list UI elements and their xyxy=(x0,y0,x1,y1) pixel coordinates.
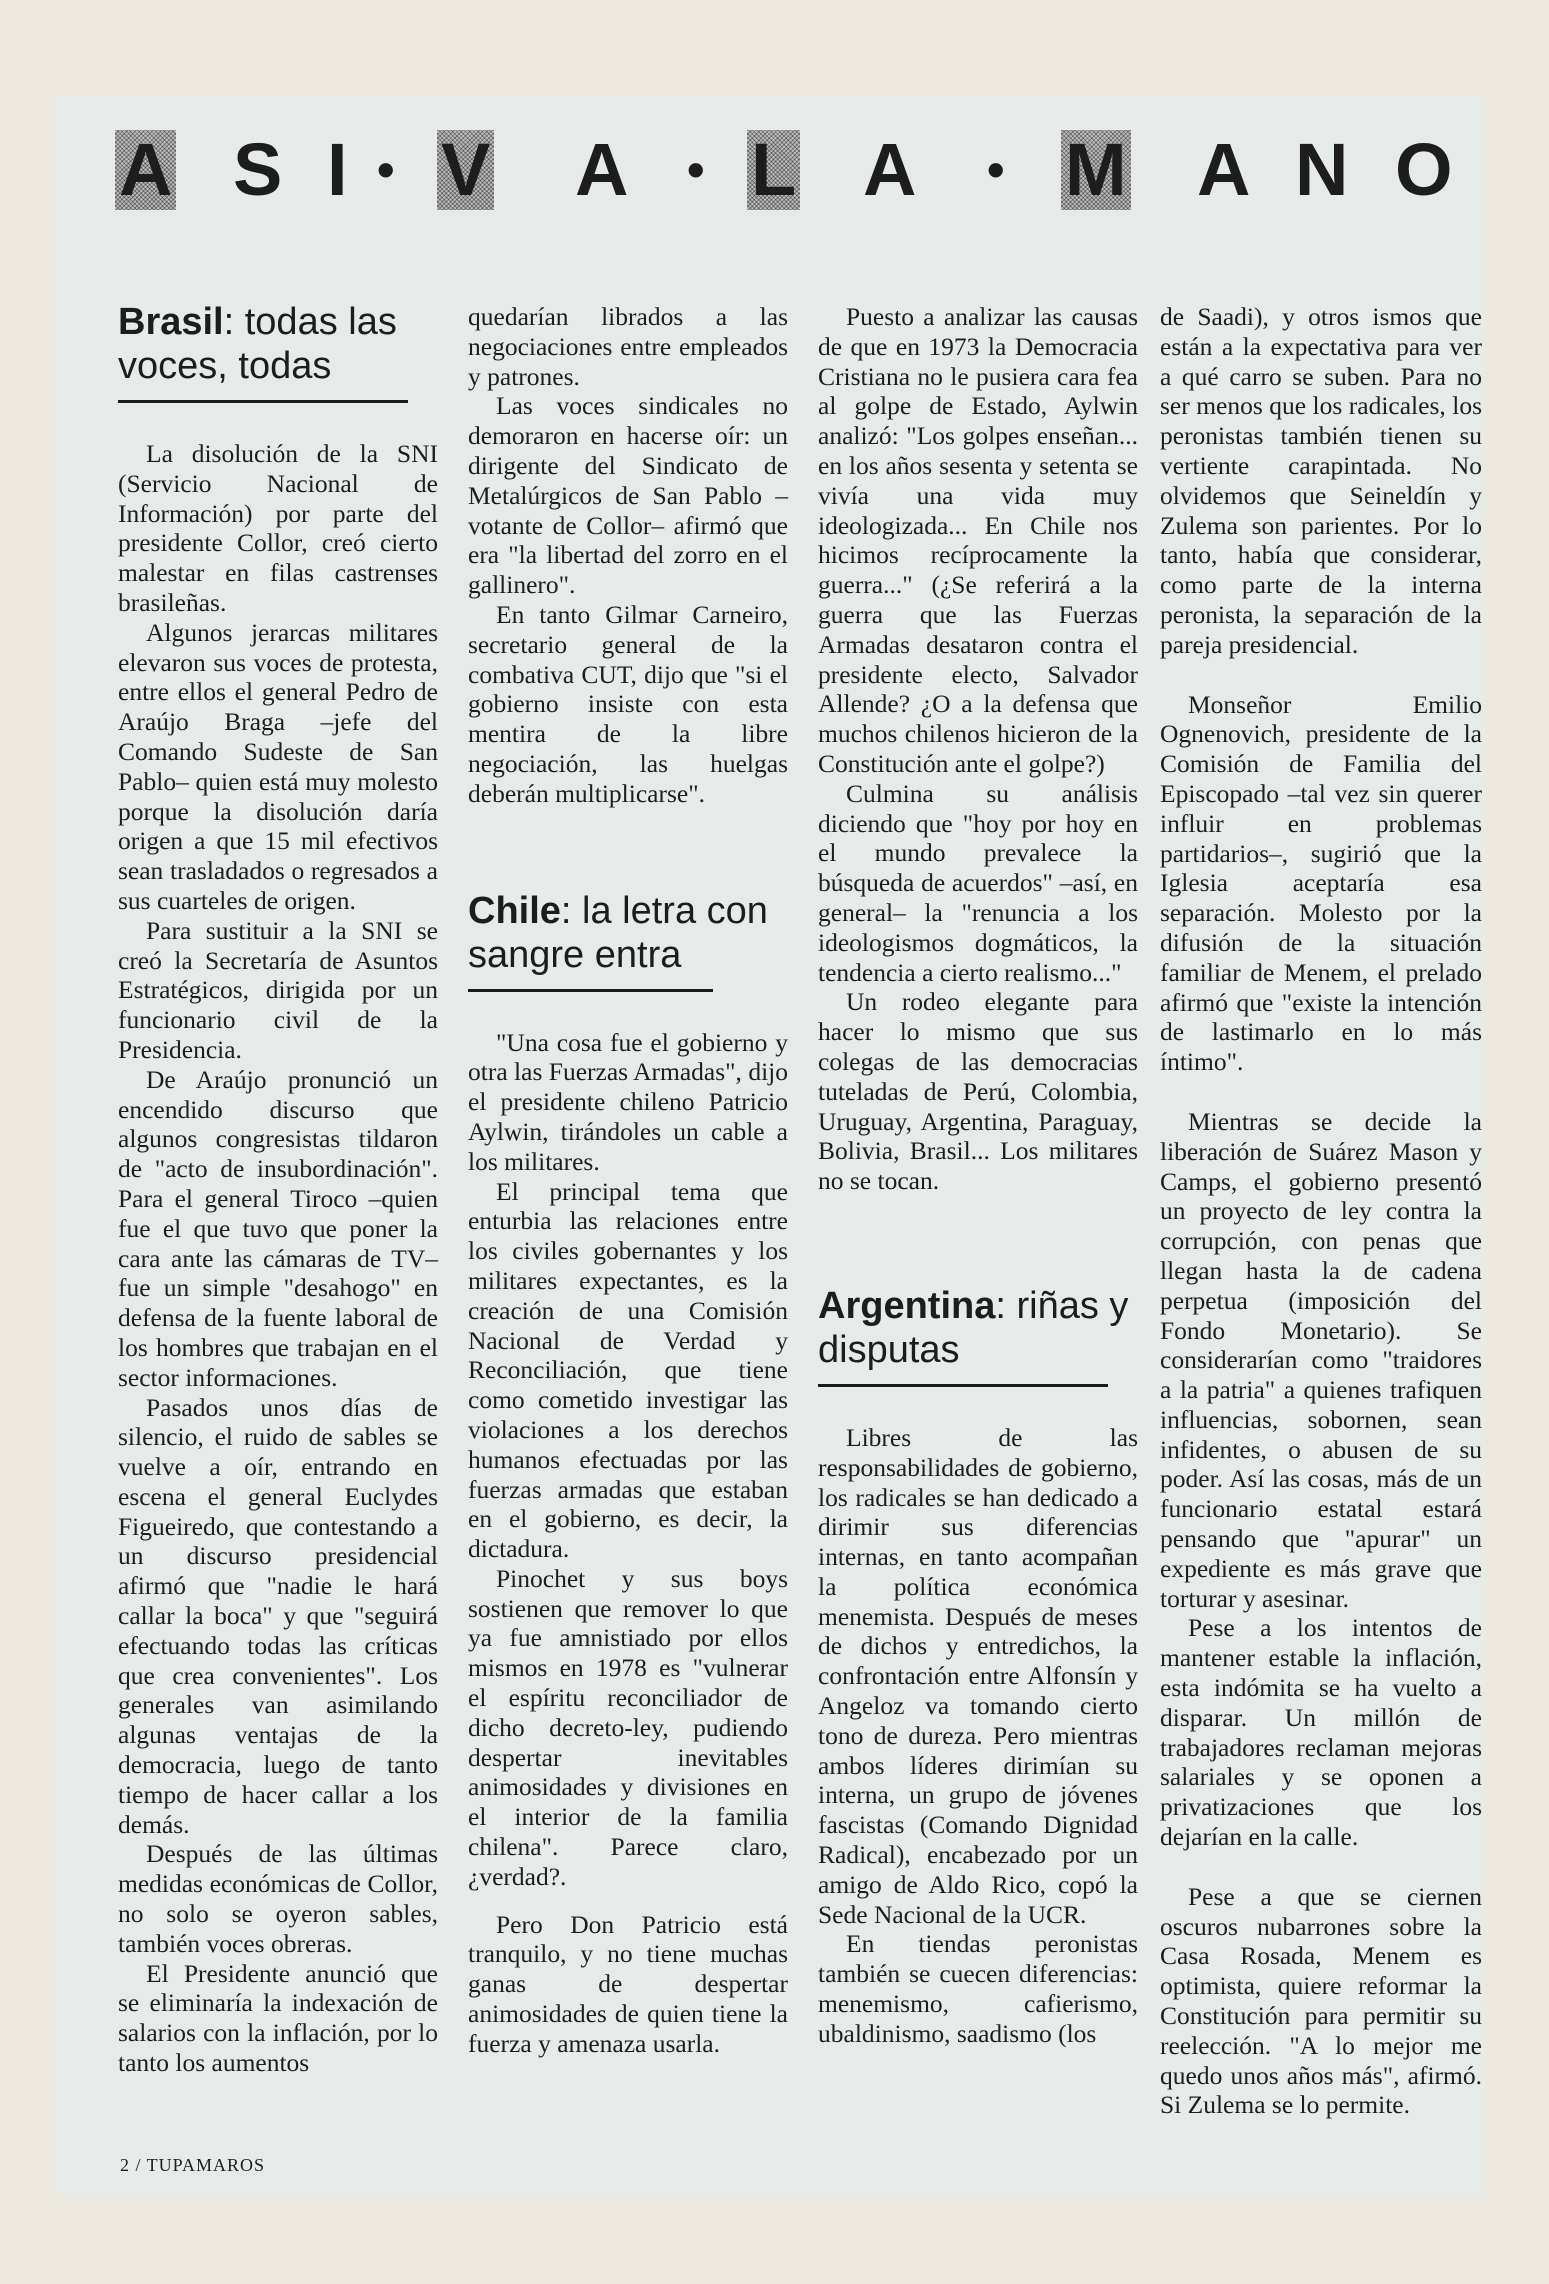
section-title-chile xyxy=(468,889,788,977)
paragraph: El principal tema que enturbia las relaciones entre los civiles gobernantes y los militares expectantes, es la creación de una Comisión Nacional de Verdad y Reconciliación, que tiene como cometido investigar las violaciones a los derechos humanos efectuadas por las fuerzas armadas que estaban en el gobierno, es decir, la dictadura. xyxy=(468,1176,788,1564)
column-2 xyxy=(468,302,788,2059)
column-1 xyxy=(118,300,438,2078)
paragraph: Culmina su análisis diciendo que "hoy por hoy en el mundo prevalece la búsqueda de acuerdos" –así, en general– la "renuncia a los ideologismos dogmáticos, la tendencia a cierto realismo..." xyxy=(818,778,1138,987)
masthead-letter: A xyxy=(575,128,629,211)
paragraph: Pero Don Patricio está tranquilo, y no tiene muchas ganas de despertar animosidades de quien tiene la fuerza y amenaza usarla. xyxy=(468,1909,788,2058)
paragraph: En tiendas peronistas también se cuecen diferencias: menemismo, cafierismo, ubaldinismo, saadismo (los xyxy=(818,1929,1138,2048)
title-underline xyxy=(818,1384,1108,1387)
column-3 xyxy=(818,302,1138,2049)
spacer xyxy=(1160,660,1482,690)
masthead-letter: M xyxy=(1061,130,1131,210)
masthead-dot: • xyxy=(377,142,395,198)
masthead-letter: N xyxy=(1295,128,1349,211)
masthead-dot: • xyxy=(987,142,1005,198)
masthead-letter: S xyxy=(233,128,283,211)
paragraph: Pinochet y sus boys sostienen que remover lo que ya fue amnistiado por ellos mismos en 1978 es "vulnerar el espíritu reconciliador de dicho decreto-ley, pudiendo despertar inevitables animosidades y divisiones en el interior de la familia chilena". Parece claro, ¿verdad?. xyxy=(468,1563,788,1891)
paragraph: Puesto a analizar las causas de que en 1973 la Democracia Cristiana no le pusiera cara fea al golpe de Estado, Aylwin analizó: "Los golpes enseñan... en los años sesenta y setenta se vivía una vida muy ideologizada... En Chile nos hicimos recíprocamente la guerra..." (¿Se referirá a la guerra que las Fuerzas Armadas desataron contra el presidente electo, Salvador Allende? ¿O a la defensa que muchos chilenos hicieron de la Constitución ante el golpe?) xyxy=(818,302,1138,778)
masthead-letter: A xyxy=(115,130,176,210)
paragraph: Pasados unos días de silencio, el ruido de sables se vuelve a oír, entrando en escena el general Euclydes Figueiredo, que contestando a un discurso presidencial afirmó que "nadie le hará callar la boca" y que "seguirá efectuando todas las críticas que crea convenientes". Los generales van asimilando algunas ventajas de la democracia, luego de tanto tiempo de hacer callar a los demás. xyxy=(118,1392,438,1839)
spacer xyxy=(468,809,788,889)
masthead-letter: A xyxy=(1197,128,1251,211)
masthead-letter: I xyxy=(327,128,348,211)
paragraph: Mientras se decide la liberación de Suárez Mason y Camps, el gobierno presentó un proyecto de ley contra la corrupción, con penas que llegan hasta la de cadena perpetua (imposición del Fondo Monetario). Se considerarían como "traidores a la patria" a quienes trafiquen influencias, sobornen, sean infidentes, o abusen de su poder. Así las cosas, más de un funcionario estatal estará pensando que "apurar" un expediente es más grave que torturar y asesinar. xyxy=(1160,1106,1482,1613)
spacer xyxy=(1160,1077,1482,1107)
masthead-letter: O xyxy=(1395,128,1453,211)
spacer xyxy=(1160,1852,1482,1882)
title-bold: Chile xyxy=(468,889,561,932)
spacer xyxy=(818,1196,1138,1284)
title-rest: : la letra con sangre entra xyxy=(468,889,768,976)
paragraph: quedarían librados a las negociaciones entre empleados y patrones. xyxy=(468,302,788,391)
section-title-argentina xyxy=(818,1284,1138,1372)
masthead-letter: L xyxy=(747,130,800,210)
masthead-dot: • xyxy=(687,142,705,198)
column-4 xyxy=(1160,302,1482,2120)
spacer xyxy=(468,1892,788,1910)
paragraph: El Presidente anunció que se eliminaría la indexación de salarios con la inflación, por lo tanto los aumentos xyxy=(118,1958,438,2078)
title-underline xyxy=(468,989,713,992)
paragraph: Libres de las responsabilidades de gobierno, los radicales se han dedicado a dirimir sus diferencias internas, en tanto acompañan la política económica menemista. Después de meses de dichos y entredichos, la confrontación entre Alfonsín y Angeloz va tomando cierto tono de dureza. Pero mientras ambos líderes dirimían su interna, un grupo de jóvenes fascistas (Comando Dignidad Radical), encabezado por un amigo de Aldo Rico, copó la Sede Nacional de la UCR. xyxy=(818,1422,1138,1929)
masthead xyxy=(115,130,1485,210)
section-title-brasil xyxy=(118,300,438,388)
paragraph: Un rodeo elegante para hacer lo mismo que sus colegas de las democracias tuteladas de Perú, Colombia, Uruguay, Argentina, Paraguay, Bolivia, Brasil... Los militares no se tocan. xyxy=(818,987,1138,1196)
paragraph: De Araújo pronunció un encendido discurso que algunos congresistas tildaron de "acto de insubordinación". Para el general Tiroco –quien fue el que tuvo que poner la cara ante las cámaras de TV– fue un simple "desahogo" en defensa de la fuente laboral de los hombres que trabajan en el sector informaciones. xyxy=(118,1064,438,1392)
paragraph: En tanto Gilmar Carneiro, secretario general de la combativa CUT, dijo que "si el gobierno insiste con esta mentira de la libre negociación, las huelgas deberán multiplicarse". xyxy=(468,599,788,808)
title-bold: Brasil xyxy=(118,301,224,343)
paragraph: Pese a que se ciernen oscuros nubarrones sobre la Casa Rosada, Menem es optimista, quiere reformar la Constitución para permitir su reelección. "A lo mejor me quedo unos años más", afirmó. Si Zulema se lo permite. xyxy=(1160,1881,1482,2120)
paragraph: Para sustituir a la SNI se creó la Secretaría de Asuntos Estratégicos, dirigida por un funcionario civil de la Presidencia. xyxy=(118,915,438,1064)
paragraph: de Saadi), y otros ismos que están a la expectativa para ver a qué carro se suben. Para no ser menos que los radicales, los peronistas también tienen su vertiente carapintada. No olvidemos que Seineldín y Zulema son parientes. Por lo tanto, había que considerar, como parte de la interna peronista, la separación de la pareja presidencial. xyxy=(1160,302,1482,659)
paragraph: La disolución de la SNI (Servicio Nacional de Información) por parte del presidente Collor, creó cierto malestar en filas castrenses brasileñas. xyxy=(118,439,438,617)
paragraph: Después de las últimas medidas económicas de Collor, no solo se oyeron sables, también voces obreras. xyxy=(118,1839,438,1958)
masthead-letter: A xyxy=(863,128,917,211)
masthead-letter: V xyxy=(437,130,494,210)
paragraph: Las voces sindicales no demoraron en hacerse oír: un dirigente del Sindicato de Metalúrgicos de San Pablo –votante de Collor– afirmó que era "la libertad del zorro en el gallinero". xyxy=(468,391,788,600)
title-bold: Argentina xyxy=(818,1284,996,1327)
title-rest: : todas las voces, todas xyxy=(118,301,397,387)
paragraph: Pese a los intentos de mantener estable la inflación, esta indómita se ha vuelto a disparar. Un millón de trabajadores reclaman mejoras salariales y se oponen a privatizaciones que los dejarían en la calle. xyxy=(1160,1613,1482,1852)
title-underline xyxy=(118,400,408,403)
paragraph: Monseñor Emilio Ognenovich, presidente de la Comisión de Familia del Episcopado –tal vez sin querer influir en problemas partidarios–, sugirió que la Iglesia aceptaría esa separación. Molesto por la difusión de la situación familiar de Menem, el prelado afirmó que "existe la intención de lastimarlo en lo más íntimo". xyxy=(1160,689,1482,1077)
paragraph: "Una cosa fue el gobierno y otra las Fuerzas Armadas", dijo el presidente chileno Patricio Aylwin, tirándoles un cable a los militares. xyxy=(468,1027,788,1176)
title-rest: : riñas y disputas xyxy=(818,1284,1129,1371)
page-footer: 2 / TUPAMAROS xyxy=(120,2155,266,2175)
paragraph: Algunos jerarcas militares elevaron sus voces de protesta, entre ellos el general Pedro de Araújo Braga –jefe del Comando Sudeste de San Pablo– quien está muy molesto porque la disolución daría origen a que 15 mil efectivos sean trasladados o regresados a sus cuarteles de origen. xyxy=(118,617,438,915)
